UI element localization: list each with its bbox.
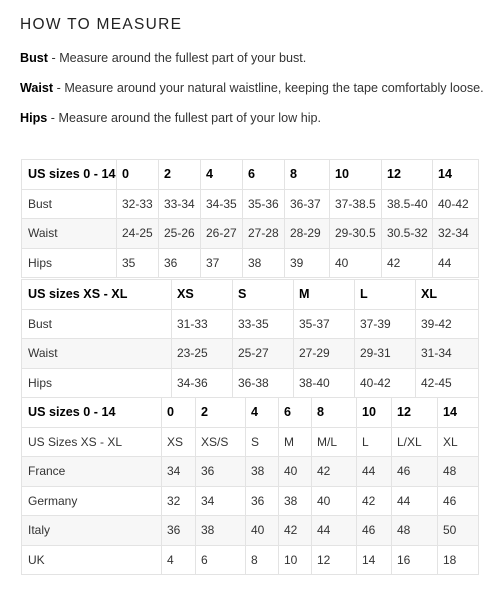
table-cell: 39 [285, 248, 330, 278]
table-header-cell: 14 [438, 398, 479, 428]
table-cell: 33-34 [159, 189, 201, 219]
table-cell: 35-36 [243, 189, 285, 219]
table-cell: 36 [246, 486, 279, 516]
table-header-cell: L [355, 280, 416, 310]
table-header-cell: 6 [243, 160, 285, 190]
table-header-cell: 4 [201, 160, 243, 190]
table-cell: XS/S [196, 427, 246, 457]
table-cell: 48 [392, 516, 438, 546]
table-cell: 35-37 [294, 309, 355, 339]
row-label: France [22, 457, 162, 487]
table-row [22, 368, 479, 398]
table-cell: 38 [243, 248, 285, 278]
table-cell: 32-34 [433, 219, 479, 249]
table-cell: 42 [357, 486, 392, 516]
table-cell: 10 [279, 545, 312, 575]
table-header-cell: XL [416, 280, 479, 310]
table-cell: 36 [159, 248, 201, 278]
table-cell: 36 [162, 516, 196, 546]
hips-text: - Measure around the fullest part of your low hip. [47, 111, 322, 125]
row-label: Bust [22, 189, 117, 219]
table-header-cell: 0 [117, 160, 159, 190]
table-cell: 31-34 [416, 339, 479, 369]
table-cell: 46 [392, 457, 438, 487]
row-label: Germany [22, 486, 162, 516]
table-cell: 40 [279, 457, 312, 487]
table-cell: 44 [312, 516, 357, 546]
table-header-cell: 8 [312, 398, 357, 428]
table-row [22, 516, 479, 546]
table-cell: 32-33 [117, 189, 159, 219]
table-cell: 27-29 [294, 339, 355, 369]
table-row [22, 339, 479, 369]
table-row [22, 248, 479, 278]
table-cell: 33-35 [233, 309, 294, 339]
table-cell: 48 [438, 457, 479, 487]
table-cell: 27-28 [243, 219, 285, 249]
table-header-cell: XS [172, 280, 233, 310]
table-cell: 38-40 [294, 368, 355, 398]
table-cell: 40 [246, 516, 279, 546]
table-cell: 24-25 [117, 219, 159, 249]
table-cell: 42 [312, 457, 357, 487]
table-row [22, 545, 479, 575]
waist-label: Waist [20, 81, 54, 95]
table-header-cell: 12 [392, 398, 438, 428]
table-row [22, 309, 479, 339]
table-cell: L/XL [392, 427, 438, 457]
table-header-cell: S [233, 280, 294, 310]
table-header-cell: M [294, 280, 355, 310]
table-cell: 44 [357, 457, 392, 487]
bust-definition [20, 51, 306, 65]
table-cell: 32 [162, 486, 196, 516]
row-label: US Sizes XS - XL [22, 427, 162, 457]
table-header-cell: 0 [162, 398, 196, 428]
table-cell: 42 [279, 516, 312, 546]
table-cell: 34-35 [201, 189, 243, 219]
row-label: Bust [22, 309, 172, 339]
table-cell: 25-27 [233, 339, 294, 369]
table-cell: 31-33 [172, 309, 233, 339]
table-cell: 39-42 [416, 309, 479, 339]
table-cell: 18 [438, 545, 479, 575]
table-cell: 29-30.5 [330, 219, 382, 249]
waist-text: - Measure around your natural waistline, keeping the tape comfortably loose. [53, 81, 484, 95]
table-header-cell: 10 [330, 160, 382, 190]
table-header-label: US sizes XS - XL [22, 280, 172, 310]
page-title: HOW TO MEASURE [20, 16, 183, 33]
table-cell: 36-38 [233, 368, 294, 398]
table-cell: 44 [433, 248, 479, 278]
table-cell: 29-31 [355, 339, 416, 369]
table-header-cell: 10 [357, 398, 392, 428]
table-cell: 30.5-32 [382, 219, 433, 249]
row-label: Waist [22, 219, 117, 249]
table-cell: XS [162, 427, 196, 457]
size-table-numeric [21, 159, 479, 278]
table-cell: L [357, 427, 392, 457]
waist-definition [20, 81, 484, 95]
table-cell: 38 [279, 486, 312, 516]
table-header-label: US sizes 0 - 14 [22, 398, 162, 428]
table-cell: 28-29 [285, 219, 330, 249]
table-cell: 38.5-40 [382, 189, 433, 219]
row-label: Waist [22, 339, 172, 369]
table-cell: 37-39 [355, 309, 416, 339]
table-cell: M/L [312, 427, 357, 457]
table-cell: 46 [438, 486, 479, 516]
table-cell: 16 [392, 545, 438, 575]
table-cell: 26-27 [201, 219, 243, 249]
table-row [22, 189, 479, 219]
row-label: Italy [22, 516, 162, 546]
table-cell: 23-25 [172, 339, 233, 369]
table-header-cell: 2 [196, 398, 246, 428]
row-label: UK [22, 545, 162, 575]
table-cell: 40 [312, 486, 357, 516]
table-cell: 42 [382, 248, 433, 278]
table-cell: 35 [117, 248, 159, 278]
table-cell: 40-42 [355, 368, 416, 398]
row-label: Hips [22, 368, 172, 398]
table-header-cell: 2 [159, 160, 201, 190]
table-cell: 34 [162, 457, 196, 487]
table-cell: 40 [330, 248, 382, 278]
table-cell: 37-38.5 [330, 189, 382, 219]
table-cell: 8 [246, 545, 279, 575]
table-cell: 42-45 [416, 368, 479, 398]
table-cell: 4 [162, 545, 196, 575]
hips-definition [20, 111, 321, 125]
table-row [22, 219, 479, 249]
table-row [22, 486, 479, 516]
table-cell: 12 [312, 545, 357, 575]
table-cell: 34 [196, 486, 246, 516]
row-label: Hips [22, 248, 117, 278]
table-cell: 46 [357, 516, 392, 546]
table-row [22, 427, 479, 457]
table-header-cell: 14 [433, 160, 479, 190]
table-header-cell: 12 [382, 160, 433, 190]
table-cell: S [246, 427, 279, 457]
table-cell: 40-42 [433, 189, 479, 219]
bust-text: - Measure around the fullest part of your bust. [48, 51, 307, 65]
table-header-row [22, 280, 479, 310]
table-header-cell: 4 [246, 398, 279, 428]
bust-label: Bust [20, 51, 48, 65]
table-header-cell: 8 [285, 160, 330, 190]
table-cell: 37 [201, 248, 243, 278]
size-conversion-table [21, 397, 479, 575]
table-cell: 38 [196, 516, 246, 546]
table-cell: 14 [357, 545, 392, 575]
table-cell: XL [438, 427, 479, 457]
table-header-cell: 6 [279, 398, 312, 428]
table-cell: M [279, 427, 312, 457]
table-cell: 50 [438, 516, 479, 546]
hips-label: Hips [20, 111, 48, 125]
table-cell: 36 [196, 457, 246, 487]
table-header-row [22, 160, 479, 190]
table-header-label: US sizes 0 - 14 [22, 160, 117, 190]
table-cell: 44 [392, 486, 438, 516]
table-cell: 38 [246, 457, 279, 487]
table-header-row [22, 398, 479, 428]
table-row [22, 457, 479, 487]
table-cell: 34-36 [172, 368, 233, 398]
table-cell: 6 [196, 545, 246, 575]
table-cell: 25-26 [159, 219, 201, 249]
size-table-letter [21, 279, 479, 398]
table-cell: 36-37 [285, 189, 330, 219]
